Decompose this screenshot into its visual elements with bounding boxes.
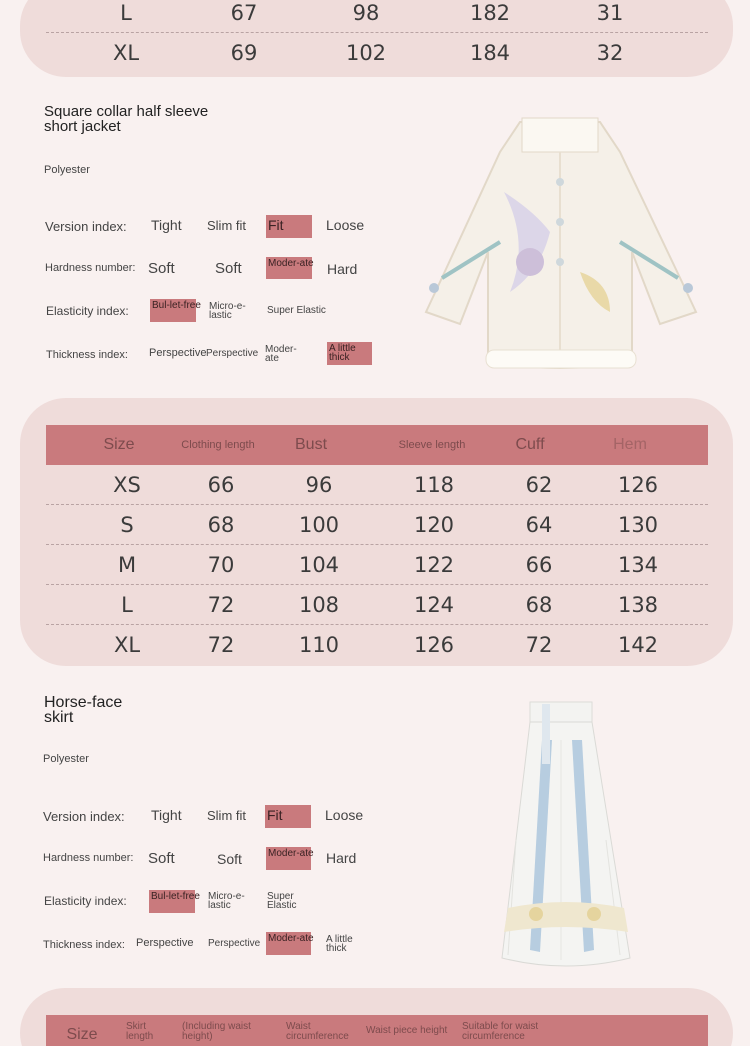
value-cell: 32 (596, 41, 624, 65)
header-cuff: Cuff (515, 436, 545, 453)
index-label: Hardness number: (43, 852, 134, 864)
value-cell: 120 (413, 513, 455, 537)
index-label: Version index: (45, 219, 127, 234)
table-header (46, 1015, 708, 1046)
option-super-elastic: Super Elastic (267, 305, 326, 316)
value-cell: 122 (413, 553, 455, 577)
size-cell: XS (113, 473, 141, 497)
header-bust: Bust (294, 436, 328, 453)
size-cell: S (120, 513, 134, 537)
value-cell: 72 (207, 633, 235, 657)
header-including-waist-height: (Including waist height) (182, 1021, 251, 1042)
skirt-image (496, 700, 636, 974)
option-tight: Tight (151, 807, 182, 823)
jacket-title: Square collar half sleeve short jacket (44, 103, 209, 135)
option-bullet-free-selected: Bul-let-free (150, 299, 196, 322)
index-label: Version index: (43, 809, 125, 824)
option-super-elastic: Super Elastic (267, 891, 297, 911)
option-soft: Soft (148, 850, 175, 867)
index-label: Thickness index: (46, 349, 128, 361)
option-soft: Soft (215, 260, 242, 277)
header-suitable-waist: Suitable for waist circumference (462, 1021, 539, 1042)
size-cell: L (121, 593, 133, 617)
option-perspective: Perspective (149, 347, 207, 359)
option-micro-elastic: Micro-e-lastic (209, 301, 246, 321)
option-micro-elastic: Micro-e-lastic (208, 891, 245, 911)
size-cell: L (120, 1, 132, 25)
size-cell: XL (112, 41, 140, 65)
value-cell: 184 (469, 41, 511, 65)
value-cell: 69 (230, 41, 258, 65)
value-cell: 104 (298, 553, 340, 577)
value-cell: 100 (298, 513, 340, 537)
value-cell: 70 (207, 553, 235, 577)
option-soft: Soft (217, 851, 242, 867)
option-a-little-thick-selected: A little thick (327, 342, 372, 365)
option-moderate-selected: Moder-ate (266, 847, 311, 870)
value-cell: 138 (617, 593, 659, 617)
value-cell: 110 (298, 633, 340, 657)
value-cell: 67 (230, 1, 258, 25)
table-row (46, 33, 708, 73)
value-cell: 126 (413, 633, 455, 657)
option-loose: Loose (326, 217, 365, 233)
value-cell: 182 (469, 1, 511, 25)
value-cell: 102 (345, 41, 387, 65)
option-moderate-selected: Moder-ate (266, 932, 311, 955)
option-bullet-free-selected: Bul-let-free (149, 890, 195, 913)
value-cell: 118 (413, 473, 455, 497)
table-row (46, 585, 708, 625)
option-fit-selected: Fit (266, 215, 312, 238)
option-moderate: Moder-ate (265, 344, 297, 364)
table-row (46, 625, 708, 665)
table-row (46, 505, 708, 545)
table-header (46, 425, 708, 465)
option-perspective: Perspective (136, 937, 194, 949)
skirt-size-table (20, 988, 733, 1046)
value-cell: 124 (413, 593, 455, 617)
value-cell: 108 (298, 593, 340, 617)
option-perspective: Perspective (206, 348, 259, 359)
header-skirt-length: Skirt length (126, 1021, 154, 1042)
option-perspective: Perspective (208, 938, 261, 949)
value-cell: 66 (207, 473, 235, 497)
value-cell: 68 (525, 593, 553, 617)
option-a-little-thick: A little thick (326, 934, 353, 954)
size-cell: XL (113, 633, 141, 657)
value-cell: 68 (207, 513, 235, 537)
value-cell: 62 (525, 473, 553, 497)
value-cell: 31 (596, 1, 624, 25)
top-size-table (20, 0, 733, 77)
option-hard: Hard (326, 850, 357, 866)
value-cell: 66 (525, 553, 553, 577)
value-cell: 72 (525, 633, 553, 657)
value-cell: 142 (617, 633, 659, 657)
option-slim-fit: Slim fit (207, 808, 246, 823)
index-label: Elasticity index: (44, 894, 127, 908)
index-label: Elasticity index: (46, 304, 129, 318)
option-slim-fit: Slim fit (207, 218, 246, 233)
value-cell: 130 (617, 513, 659, 537)
value-cell: 134 (617, 553, 659, 577)
index-label: Thickness index: (43, 939, 125, 951)
skirt-material: Polyester (43, 753, 89, 765)
size-cell: M (117, 553, 137, 577)
jacket-material: Polyester (44, 164, 90, 176)
option-loose: Loose (325, 807, 364, 823)
option-moderate-selected: Moder-ate (266, 257, 312, 279)
header-hem: Hem (613, 436, 647, 453)
value-cell: 72 (207, 593, 235, 617)
value-cell: 96 (305, 473, 333, 497)
header-size: Size (66, 1026, 98, 1043)
value-cell: 126 (617, 473, 659, 497)
table-row (46, 545, 708, 585)
value-cell: 98 (352, 1, 380, 25)
jacket-size-table (20, 398, 733, 666)
jacket-image (420, 112, 702, 374)
value-cell: 64 (525, 513, 553, 537)
table-row (46, 0, 708, 33)
option-soft: Soft (148, 260, 175, 277)
header-size: Size (103, 436, 135, 453)
header-sleeve-length: Sleeve length (398, 439, 466, 451)
skirt-title: Horse-face skirt (44, 694, 123, 726)
option-tight: Tight (151, 217, 182, 233)
header-waist-circumference: Waist circumference (286, 1021, 349, 1042)
index-label: Hardness number: (45, 262, 136, 274)
option-hard: Hard (327, 261, 358, 277)
table-row (46, 465, 708, 505)
header-waist-piece-height: Waist piece height (366, 1025, 448, 1036)
option-fit-selected: Fit (265, 805, 311, 828)
header-clothing-length: Clothing length (181, 439, 255, 451)
